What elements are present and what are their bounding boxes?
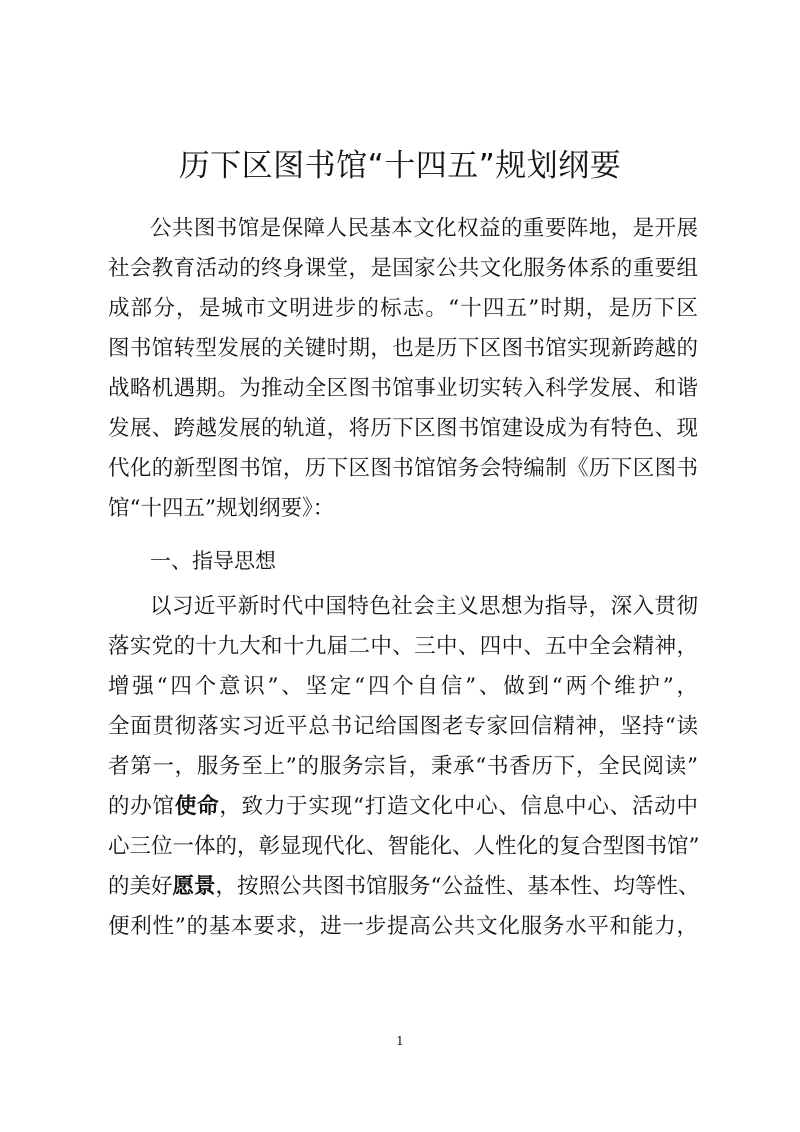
intro-line-8: 馆“十四五”规划纲要》： [108, 496, 335, 521]
section1-line-7: 心三位一体的，彰显现代化、智能化、人性化的复合型图书馆” [108, 834, 700, 859]
intro-line-5: 战略机遇期。为推动全区图书馆事业切实转入科学发展、和谐 [108, 376, 698, 401]
section1-line-5: 者第一，服务至上”的服务宗旨，秉承“书香历下，全民阅读” [108, 754, 698, 779]
text-run: ，致力于实现“打造文化中心、信息中心、活动中 [219, 794, 698, 819]
section1-line-3: 增强“四个意识”、坚定“四个自信”、做到“两个维护”， [108, 674, 698, 699]
emphasis-mission: 使命 [174, 794, 220, 819]
section1-line-2: 落实党的十九大和十九届二中、三中、四中、五中全会精神， [108, 634, 698, 659]
section1-line-1: 以习近平新时代中国特色社会主义思想为指导，深入贯彻 [150, 594, 698, 619]
section1-line-6 [108, 792, 698, 822]
intro-line-7: 代化的新型图书馆，历下区图书馆馆务会特编制《历下区图书 [108, 456, 698, 481]
intro-line-4: 图书馆转型发展的关键时期，也是历下区图书馆实现新跨越的 [108, 336, 698, 361]
intro-line-2: 社会教育活动的终身课堂，是国家公共文化服务体系的重要组 [108, 256, 698, 281]
emphasis-vision: 愿景 [172, 874, 216, 899]
section1-line-8 [108, 872, 698, 902]
text-run: 的美好 [108, 874, 173, 899]
section1-line-4: 全面贯彻落实习近平总书记给国图老专家回信精神，坚持“读 [108, 714, 698, 739]
section-heading-guiding-ideology: 一、指导思想 [150, 549, 276, 573]
document-title: 历下区图书馆“十四五”规划纲要 [178, 148, 622, 184]
text-run: ，按照公共图书馆服务“公益性、基本性、均等性、 [215, 874, 700, 899]
intro-line-1: 公共图书馆是保障人民基本文化权益的重要阵地，是开展 [150, 216, 698, 241]
intro-line-3: 成部分，是城市文明进步的标志。“十四五”时期，是历下区 [108, 296, 698, 321]
intro-line-6: 发展、跨越发展的轨道，将历下区图书馆建设成为有特色、现 [108, 416, 698, 441]
page-number: 1 [396, 1034, 404, 1048]
text-run: 的办馆 [108, 794, 175, 819]
section1-line-9: 便利性”的基本要求，进一步提高公共文化服务水平和能力， [108, 914, 698, 939]
